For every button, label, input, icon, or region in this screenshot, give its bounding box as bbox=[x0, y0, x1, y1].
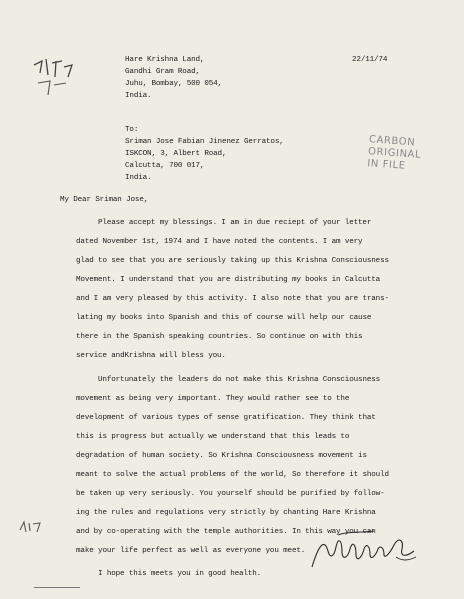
recipient-address-line-1: Sriman Jose Fabian Jinenez Gerratos, bbox=[125, 138, 284, 146]
recipient-address-line-3: Calcutta, 700 017, bbox=[125, 162, 205, 170]
p1-line-3: glad to see that you are seriously taking up this Krishna Consciousness bbox=[76, 257, 389, 265]
p1-line-4: Movement. I understand that you are distributing my books in Calcutta bbox=[76, 276, 381, 284]
p2-line-8: ing the rules and regulations very strictly by chanting Hare Krishna bbox=[76, 509, 376, 517]
sender-address-line-1: Hare Krishna Land, bbox=[125, 56, 205, 64]
letter-date: 22/11/74 bbox=[352, 56, 388, 64]
p2-line-10: make your life perfect as well as everyone you meet. bbox=[76, 547, 306, 555]
p1-line-7: there in the Spanish speaking countries. So continue on with this bbox=[76, 333, 363, 341]
stamp-line-1: CARBON bbox=[368, 134, 416, 149]
side-file-mark bbox=[18, 520, 46, 534]
p1-line-6: lating my books into Spanish and this of course will help our cause bbox=[76, 314, 372, 322]
carbon-original-stamp bbox=[367, 134, 423, 174]
closing-line: I hope this meets you in good health. bbox=[98, 570, 262, 578]
p2-line-9: and by co-operating with the temple authorities. In this way you can bbox=[76, 528, 376, 536]
p2-line-1: Unfortunately the leaders do not make this Krishna Consciousness bbox=[98, 376, 381, 384]
p2-line-5: degradation of human society. So Krishna Consciousness movement is bbox=[76, 452, 367, 460]
p1-line-8: service andKrishna will bless you. bbox=[76, 352, 226, 360]
p1-line-2: dated November 1st, 1974 and I have noted the contents. I am very bbox=[76, 238, 363, 246]
handwritten-signature bbox=[308, 527, 418, 573]
p1-line-5: and I am very pleased by this activity. I also note that you are trans- bbox=[76, 295, 389, 303]
recipient-address-line-4: India. bbox=[125, 174, 152, 182]
sender-address-line-4: India. bbox=[125, 92, 152, 100]
salutation: My Dear Sriman Jose, bbox=[60, 196, 149, 204]
p2-line-4: this is progress but actually we understand that this leads to bbox=[76, 433, 350, 441]
p2-line-7: be taken up very seriously. You yourself should be purified by follow- bbox=[76, 490, 385, 498]
p2-line-6: meant to solve the actual problems of the world, So therefore it should bbox=[76, 471, 389, 479]
stamp-line-3: IN FILE bbox=[366, 158, 406, 172]
p2-line-2: movement as being very important. They would rather see to the bbox=[76, 395, 350, 403]
to-label: To: bbox=[125, 126, 139, 134]
sender-address-line-2: Gandhi Gram Road, bbox=[125, 68, 200, 76]
recipient-address-line-2: ISKCON, 3, Albert Road, bbox=[125, 150, 227, 158]
stamp-line-2: ORIGINAL bbox=[367, 146, 422, 161]
p2-line-3: development of various types of sense gratification. They think that bbox=[76, 414, 376, 422]
margin-file-mark bbox=[28, 55, 76, 101]
p1-line-1: Please accept my blessings. I am in due reciept of your letter bbox=[98, 219, 372, 227]
sender-address-line-3: Juhu, Bombay, 500 054, bbox=[125, 80, 222, 88]
footer-rule bbox=[34, 587, 80, 588]
